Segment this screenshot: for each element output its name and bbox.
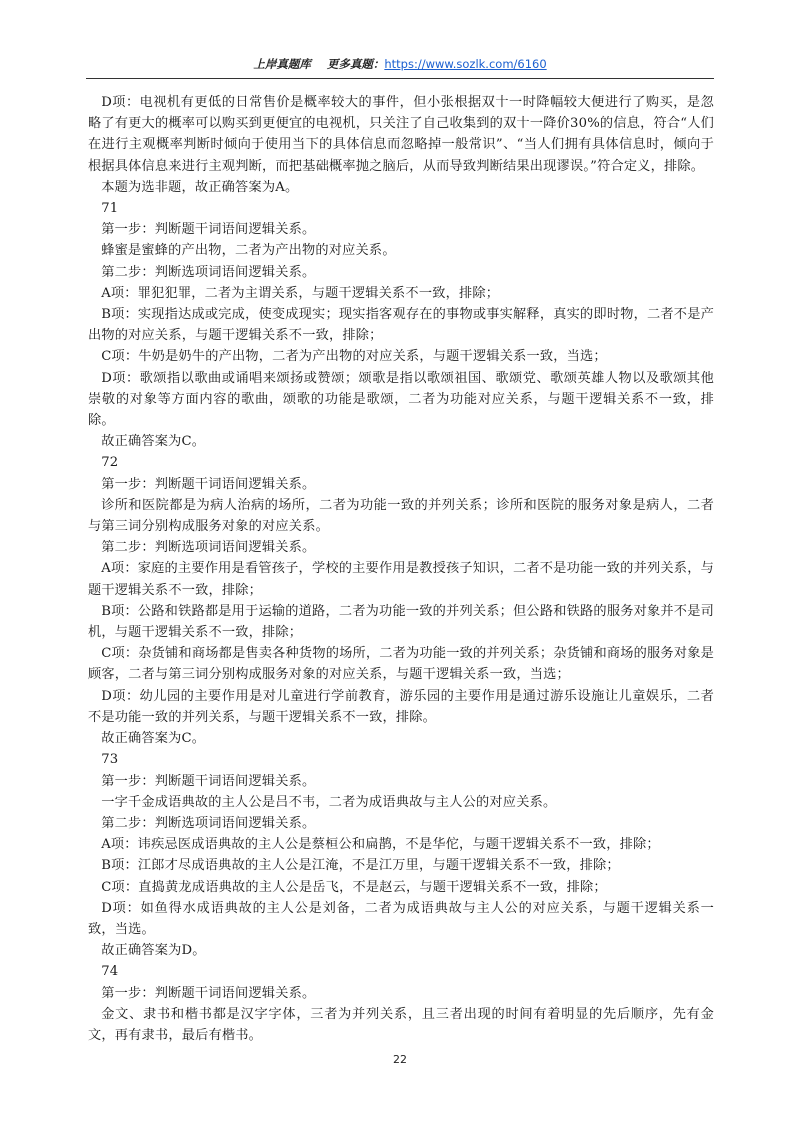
paragraph: B项：公路和铁路都是用于运输的道路，二者为功能一致的并列关系；但公路和铁路的服务对象并不是司机，与题干逻辑关系不一致，排除； xyxy=(88,603,714,641)
paragraph: 故正确答案为C。 xyxy=(101,731,206,747)
page-number: 22 xyxy=(393,1053,407,1066)
paragraph: 本题为选非题，故正确答案为A。 xyxy=(101,179,299,195)
paragraph: D项：幼儿园的主要作用是对儿童进行学前教育，游乐园的主要作用是通过游乐设施让儿童娱乐，二者不是功能一致的并列关系，与题干逻辑关系不一致，排除。 xyxy=(88,688,714,725)
paragraph: 72 xyxy=(101,455,119,471)
paragraph: A项：家庭的主要作用是看管孩子，学校的主要作用是教授孩子知识，二者不是功能一致的并列关系，与题干逻辑关系不一致，排除； xyxy=(88,561,714,598)
paragraph: 第二步：判断选项词语间逻辑关系。 xyxy=(101,815,316,831)
paragraph: 蜂蜜是蜜蜂的产出物，二者为产出物的对应关系。 xyxy=(101,243,396,259)
site-name: 上岸真题库 xyxy=(253,57,311,71)
paragraph: 故正确答案为C。 xyxy=(101,434,206,450)
paragraph: 第二步：判断选项词语间逻辑关系。 xyxy=(101,264,316,280)
paragraph: 71 xyxy=(101,201,119,217)
paragraph: C项：直捣黄龙成语典故的主人公是岳飞，不是赵云，与题干逻辑关系不一致，排除； xyxy=(101,879,607,895)
site-link[interactable]: https://www.sozlk.com/6160 xyxy=(384,57,547,71)
paragraph: 74 xyxy=(101,964,119,980)
paragraph: D项：电视机有更低的日常售价是概率较大的事件，但小张根据双十一时降幅较大便进行了购买，是忽略了有更大的概率可以购买到更便宜的电视机，只关注了自己收集到的双十一降价30%的信息，符合“人们在进行主观概率判断时倾向于使用当下的具体信息而忽略掉一般常识”、“当人们拥有具体信息时，倾向于根据具体信息来进行主观判断，而把基础概率抛之脑后，从而导致判断结果出现谬误。”符合定义，排除。 xyxy=(88,95,714,174)
header-divider xyxy=(86,78,714,79)
paragraph: C项：杂货铺和商场都是售卖各种货物的场所，二者为功能一致的并列关系；杂货铺和商场的服务对象是顾客，二者与第三词分别构成服务对象的对应关系，与题干逻辑关系一致，当选； xyxy=(88,646,714,683)
more-label: 更多真题： xyxy=(326,57,385,71)
paragraph: D项：歌颂指以歌曲或诵唱来颂扬或赞颂；颂歌是指以歌颂祖国、歌颂党、歌颂英雄人物以及歌颂其他崇敬的对象等方面内容的歌曲，颂歌的功能是歌颂，二者为功能对应关系，与题干逻辑关系不一致，排除。 xyxy=(88,370,714,429)
paragraph: 73 xyxy=(101,752,119,768)
paragraph: 金文、隶书和楷书都是汉字字体，三者为并列关系，且三者出现的时间有着明显的先后顺序，先有金文，再有隶书，最后有楷书。 xyxy=(88,1006,714,1043)
paragraph: A项：讳疾忌医成语典故的主人公是蔡桓公和扁鹊，不是华佗，与题干逻辑关系不一致，排除； xyxy=(101,837,660,853)
paragraph: 一字千金成语典故的主人公是吕不韦，二者为成语典故与主人公的对应关系。 xyxy=(101,794,557,810)
paragraph: B项：江郎才尽成语典故的主人公是江淹，不是江万里，与题干逻辑关系不一致，排除； xyxy=(101,858,620,874)
paragraph: D项：如鱼得水成语典故的主人公是刘备，二者为成语典故与主人公的对应关系，与题干逻辑关系一致，当选。 xyxy=(88,900,714,937)
paragraph: 故正确答案为D。 xyxy=(101,943,206,959)
paragraph: 第二步：判断选项词语间逻辑关系。 xyxy=(101,540,316,556)
paragraph: 第一步：判断题干词语间逻辑关系。 xyxy=(101,476,316,492)
paragraph: 诊所和医院都是为病人治病的场所，二者为功能一致的并列关系；诊所和医院的服务对象是病人，二者与第三词分别构成服务对象的对应关系。 xyxy=(88,497,714,535)
paragraph: 第一步：判断题干词语间逻辑关系。 xyxy=(101,773,316,789)
paragraph: B项：实现指达成或完成，使变成现实；现实指客观存在的事物或事实解释，真实的即时物，二者不是产出物的对应关系，与题干逻辑关系不一致，排除； xyxy=(88,307,714,344)
paragraph: C项：牛奶是奶牛的产出物，二者为产出物的对应关系，与题干逻辑关系一致，当选； xyxy=(101,349,607,365)
page-header xyxy=(86,56,714,76)
paragraph: 第一步：判断题干词语间逻辑关系。 xyxy=(101,985,316,1001)
paragraph: 第一步：判断题干词语间逻辑关系。 xyxy=(101,222,316,238)
document-body xyxy=(88,92,714,1046)
paragraph: A项：罪犯犯罪，二者为主谓关系，与题干逻辑关系不一致，排除； xyxy=(101,285,500,301)
